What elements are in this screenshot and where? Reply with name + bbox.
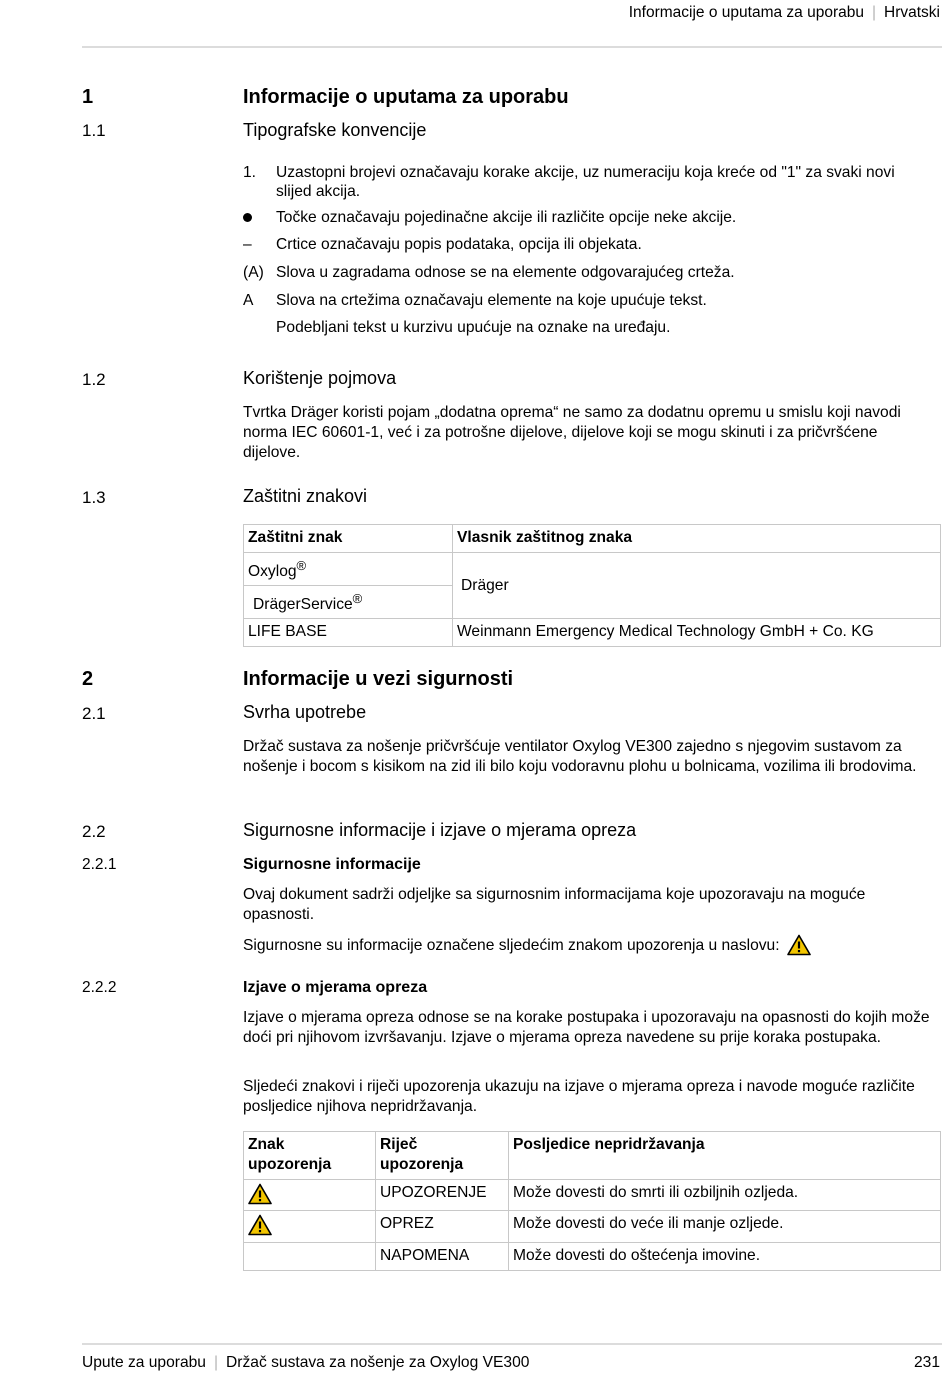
list-text: Crtice označavaju popis podataka, opcija ili objekata.	[276, 236, 642, 253]
list-item	[243, 163, 933, 201]
section-2-2-1-number: 2.2.1	[82, 856, 117, 873]
trademark-table	[243, 524, 941, 647]
warning-triangle-icon	[248, 1214, 272, 1236]
table-cell	[244, 1243, 376, 1271]
header-title: Informacije o uputama za uporabu	[628, 4, 864, 21]
section-2-2-1-title: Sigurnosne informacije	[243, 856, 421, 873]
table-cell: Može dovesti do veće ili manje ozljede.	[509, 1211, 941, 1243]
list-marker: 1.	[243, 164, 257, 181]
page-header: Informacije o uputama za uporabu | Hrvatski	[628, 4, 940, 21]
bullet-icon	[243, 208, 252, 227]
section-2-2-2-number: 2.2.2	[82, 979, 117, 996]
paragraph: Držač sustava za nošenje pričvršćuje ventilator Oxylog VE300 zajedno s njegovim sustavom za nošenje i bocom s kisikom na zid ili bilo koju vodoravnu plohu u bolnicama, vozilima ili brodovima.	[243, 738, 917, 775]
section-2-2-2-title: Izjave o mjerama opreza	[243, 979, 428, 996]
table-header: Zaštitni znak	[244, 525, 453, 553]
paragraph: Sljedeći znakovi i riječi upozorenja ukazuju na izjave o mjerama opreza i navode moguće različite posljedice njihova nepridržavanja.	[243, 1078, 915, 1115]
list-item	[243, 208, 933, 227]
list-marker: A	[243, 292, 254, 309]
section-2-1-number: 2.1	[82, 704, 106, 723]
table-header: Riječ upozorenja	[376, 1132, 509, 1180]
table-cell	[244, 1211, 376, 1243]
table-cell: Može dovesti do oštećenja imovine.	[509, 1243, 941, 1271]
section-1-2-number: 1.2	[82, 370, 106, 389]
list-text: Slova u zagradama odnose se na elemente odgovarajućeg crteža.	[276, 264, 735, 281]
section-1-number: 1	[82, 86, 94, 108]
table-cell: Weinmann Emergency Medical Technology GmbH + Co. KG	[453, 619, 941, 647]
list-item	[243, 263, 933, 282]
table-cell: Može dovesti do smrti ili ozbiljnih ozljeda.	[509, 1180, 941, 1211]
section-2-1-title: Svrha upotrebe	[243, 702, 367, 722]
table-row	[244, 1211, 941, 1243]
table-cell: NAPOMENA	[376, 1243, 509, 1271]
table-cell: LIFE BASE	[244, 619, 453, 647]
list-marker: –	[243, 236, 252, 253]
list-item	[243, 235, 933, 254]
table-row	[244, 1243, 941, 1271]
list-text: Uzastopni brojevi označavaju korake akcije, uz numeraciju koja kreće od "1" za svaki novi slijed akcija.	[276, 164, 895, 200]
list-text: Podebljani tekst u kurzivu upućuje na oznake na uređaju.	[276, 319, 671, 336]
list-item	[243, 318, 933, 337]
page-number: 231	[913, 1354, 940, 1371]
table-cell	[244, 1180, 376, 1211]
footer-divider	[82, 1343, 942, 1345]
table-cell: Dräger	[453, 553, 941, 619]
table-header: Znak upozorenja	[244, 1132, 376, 1180]
table-cell: UPOZORENJE	[376, 1180, 509, 1211]
section-1-3-number: 1.3	[82, 488, 106, 507]
table-header: Posljedice nepridržavanja	[509, 1132, 941, 1180]
paragraph: Sigurnosne su informacije označene sljedećim znakom upozorenja u naslovu:	[243, 934, 933, 956]
footer-doc: Upute za uporabu	[82, 1354, 206, 1371]
list-text: Slova na crtežima označavaju elemente na koje upućuje tekst.	[276, 292, 707, 309]
section-2-number: 2	[82, 668, 94, 690]
section-1-title: Informacije o uputama za uporabu	[243, 86, 569, 108]
header-divider	[82, 46, 942, 48]
section-2-title: Informacije u vezi sigurnosti	[243, 668, 514, 690]
list-text: Točke označavaju pojedinačne akcije ili različite opcije neke akcije.	[276, 209, 737, 226]
header-language: Hrvatski	[884, 4, 940, 21]
table-cell: OPREZ	[376, 1211, 509, 1243]
list-marker: (A)	[243, 264, 264, 281]
table-row	[244, 619, 941, 647]
table-cell: Oxylog®	[244, 553, 453, 586]
list-item	[243, 291, 933, 310]
warning-triangle-icon	[248, 1183, 272, 1205]
section-1-1-title: Tipografske konvencije	[243, 120, 427, 140]
section-1-3-title: Zaštitni znakovi	[243, 486, 368, 506]
warning-triangle-icon	[787, 934, 811, 956]
section-2-2-number: 2.2	[82, 822, 106, 841]
paragraph: Ovaj dokument sadrži odjeljke sa sigurnosnim informacijama koje upozoravaju na moguće opasnosti.	[243, 886, 866, 923]
footer-product: Držač sustava za nošenje za Oxylog VE300	[226, 1354, 530, 1371]
table-header: Vlasnik zaštitnog znaka	[453, 525, 941, 553]
section-1-2-title: Korištenje pojmova	[243, 368, 397, 388]
table-cell: DrägerService®	[244, 586, 453, 619]
paragraph: Tvrtka Dräger koristi pojam „dodatna oprema“ ne samo za dodatnu opremu u smislu koji navodi norma IEC 60601-1, već i za potrošne dijelove, dijelove koji se mogu skinuti i za pričvršćene dijelove.	[243, 404, 901, 461]
section-2-2-title: Sigurnosne informacije i izjave o mjerama opreza	[243, 820, 637, 840]
warning-table	[243, 1131, 941, 1271]
page-footer: Upute za uporabu | Držač sustava za nošenje za Oxylog VE300	[82, 1354, 530, 1371]
table-row	[244, 553, 941, 586]
section-1-1-number: 1.1	[82, 121, 106, 140]
table-row	[244, 1180, 941, 1211]
paragraph: Izjave o mjerama opreza odnose se na korake postupaka i upozoravaju na opasnosti do kojih može doći pri njihovom izvršavanju. Izjave o mjerama opreza navedene su prije koraka postupaka.	[243, 1009, 930, 1046]
